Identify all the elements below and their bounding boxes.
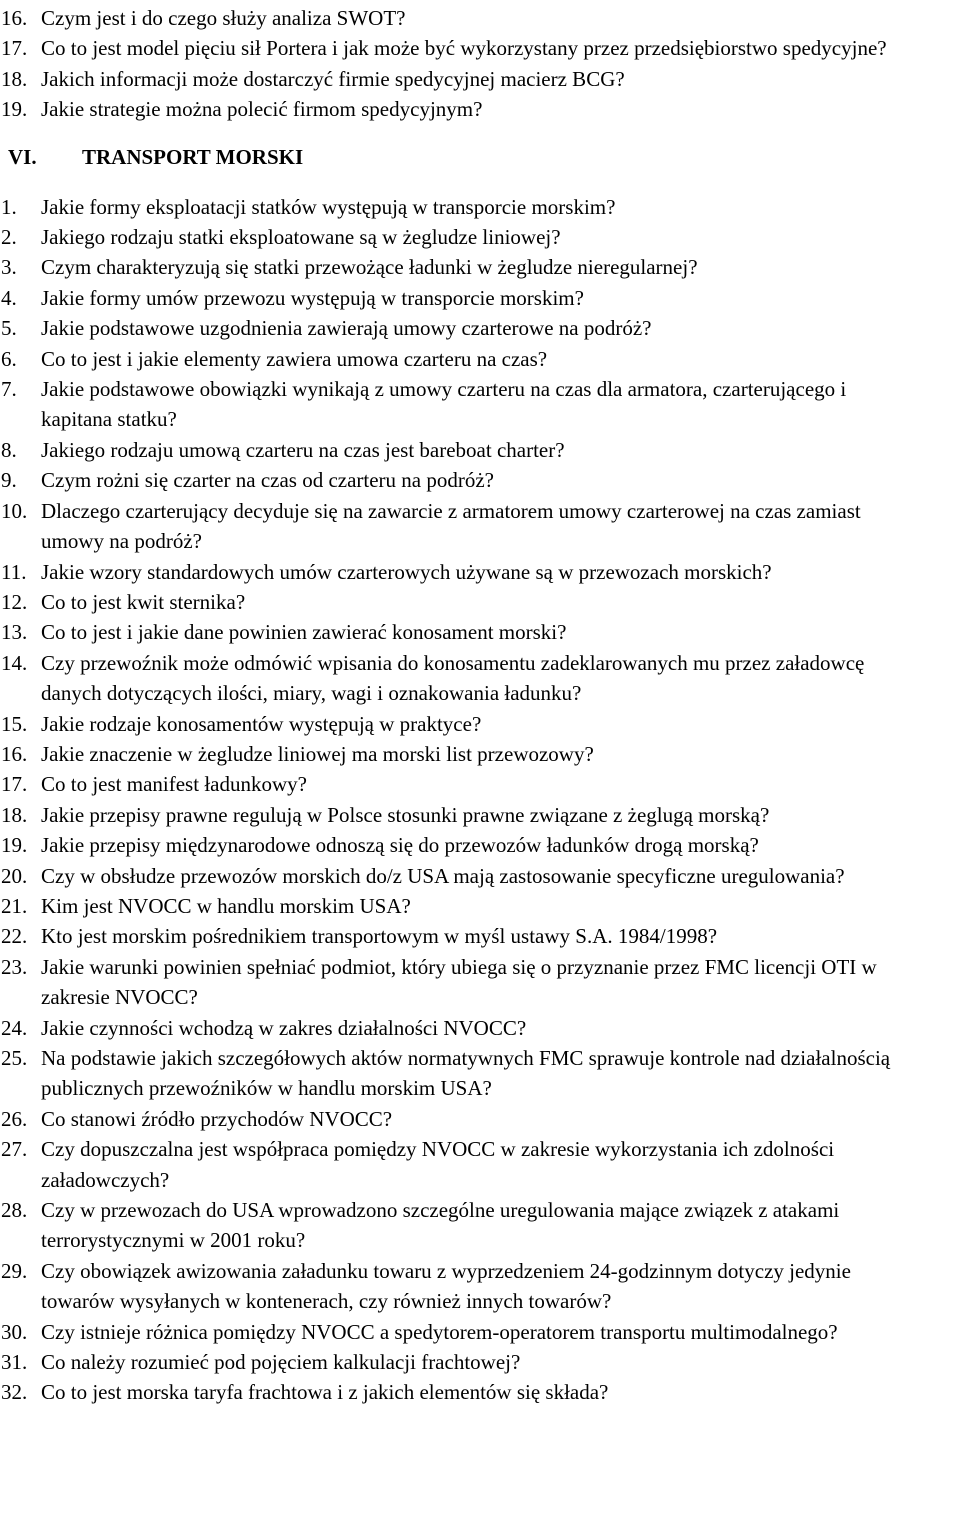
question-number: 16. — [1, 6, 28, 30]
question-number: 28. — [1, 1198, 28, 1223]
question-text: Dlaczego czarterujący decyduje się na zawarcie z armatorem umowy czarterowej na czas zamiast umowy na podróż? — [41, 498, 861, 554]
question-item — [0, 1377, 920, 1407]
question-text: Jakie czynności wchodzą w zakres działalności NVOCC? — [41, 1015, 527, 1040]
question-text: Jakich informacji może dostarczyć firmie spedycyjnej macierz BCG? — [41, 66, 625, 91]
question-item — [0, 1317, 920, 1347]
question-number: 29. — [1, 1258, 28, 1283]
question-item — [0, 709, 920, 739]
question-number: 19. — [1, 97, 28, 122]
question-number: 25. — [1, 1046, 28, 1070]
question-number: 10. — [1, 498, 28, 523]
question-number: 6. — [1, 346, 17, 371]
question-text: Jakie formy umów przewozu występują w transporcie morskim? — [41, 285, 584, 310]
question-text: Co należy rozumieć pod pojęciem kalkulacji frachtowej? — [41, 1350, 521, 1375]
question-item — [0, 1043, 920, 1104]
question-item — [0, 94, 920, 124]
question-item — [0, 1104, 920, 1134]
question-item — [0, 769, 920, 799]
question-item — [0, 465, 920, 495]
question-item — [0, 587, 920, 617]
question-item — [0, 374, 920, 435]
question-number: 7. — [1, 377, 17, 402]
question-text: Co to jest morska taryfa frachtowa i z jakich elementów się składa? — [41, 1380, 609, 1405]
question-text: Jakie wzory standardowych umów czarterowych używane są w przewozach morskich? — [41, 559, 772, 584]
question-item — [0, 283, 920, 313]
question-text: Co to jest manifest ładunkowy? — [41, 772, 307, 797]
section-number: VI. — [8, 144, 37, 169]
question-item — [0, 891, 920, 921]
question-item — [0, 1256, 920, 1317]
question-item — [0, 557, 920, 587]
question-number: 26. — [1, 1106, 28, 1131]
question-item — [0, 64, 920, 94]
question-text: Jakie podstawowe obowiązki wynikają z umowy czarteru na czas dla armatora, czarterującego i kapitana statku? — [41, 377, 847, 432]
question-item — [0, 313, 920, 343]
question-text: Co stanowi źródło przychodów NVOCC? — [41, 1106, 393, 1131]
question-list-previous-section — [0, 3, 960, 125]
question-text: Jakie formy eksploatacji statków występują w transporcie morskim? — [41, 194, 616, 219]
question-text: Co to jest kwit sternika? — [41, 589, 246, 614]
question-number: 31. — [1, 1350, 28, 1375]
question-item — [0, 344, 920, 374]
question-text: Jakie przepisy prawne regulują w Polsce stosunki prawne związane z żeglugą morską? — [41, 802, 770, 827]
question-text: Jakie znaczenie w żegludze liniowej ma morski list przewozowy? — [41, 741, 594, 766]
question-text: Jakiego rodzaju umową czarteru na czas jest bareboat charter? — [41, 437, 565, 462]
question-number: 5. — [1, 316, 17, 341]
question-item — [0, 648, 920, 709]
question-number: 27. — [1, 1137, 28, 1162]
question-item — [0, 1195, 920, 1256]
question-text: Jakie przepisy międzynarodowe odnoszą się do przewozów ładunków drogą morską? — [41, 833, 759, 858]
question-item — [0, 222, 920, 252]
question-item — [0, 435, 920, 465]
question-text: Kto jest morskim pośrednikiem transportowym w myśl ustawy S.A. 1984/1998? — [41, 924, 718, 949]
question-number: 20. — [1, 863, 28, 888]
question-item — [0, 1013, 920, 1043]
question-text: Jakie rodzaje konosamentów występują w praktyce? — [41, 711, 482, 736]
question-number: 2. — [1, 225, 17, 250]
question-text: Czym jest i do czego służy analiza SWOT? — [41, 6, 406, 30]
question-text: Co to jest model pięciu sił Portera i jak może być wykorzystany przez przedsiębiorstwo spedycyjne? — [41, 36, 887, 61]
question-item — [0, 952, 920, 1013]
question-text: Na podstawie jakich szczegółowych aktów normatywnych FMC sprawuje kontrole nad działalnością publicznych przewoźników w handlu morskim USA? — [41, 1046, 891, 1101]
question-number: 24. — [1, 1015, 28, 1040]
question-item — [0, 3, 920, 33]
question-text: Jakie podstawowe uzgodnienia zawierają umowy czarterowe na podróż? — [41, 316, 652, 341]
question-number: 18. — [1, 802, 28, 827]
question-number: 16. — [1, 741, 28, 766]
question-number: 12. — [1, 589, 28, 614]
question-text: Kim jest NVOCC w handlu morskim USA? — [41, 893, 411, 918]
question-number: 3. — [1, 255, 17, 280]
question-item — [0, 617, 920, 647]
question-text: Jakie strategie można polecić firmom spedycyjnym? — [41, 97, 483, 122]
section-title: TRANSPORT MORSKI — [82, 144, 304, 169]
question-text: Jakie warunki powinien spełniać podmiot, który ubiega się o przyznanie przez FMC licencji OTI w zakresie NVOCC? — [41, 954, 877, 1010]
question-number: 21. — [1, 893, 28, 918]
question-item — [0, 192, 920, 222]
question-number: 8. — [1, 437, 17, 462]
question-number: 18. — [1, 66, 28, 91]
question-number: 23. — [1, 954, 28, 979]
question-item — [0, 800, 920, 830]
question-number: 14. — [1, 650, 28, 675]
question-item — [0, 739, 920, 769]
question-item — [0, 33, 920, 63]
question-text: Czym rożni się czarter na czas od czarteru na podróż? — [41, 468, 495, 493]
question-text: Co to jest i jakie dane powinien zawierać konosament morski? — [41, 620, 567, 645]
question-item — [0, 921, 920, 951]
question-number: 13. — [1, 620, 28, 645]
question-number: 15. — [1, 711, 28, 736]
question-text: Czy dopuszczalna jest współpraca pomiędzy NVOCC w zakresie wykorzystania ich zdolności załadowczych? — [41, 1137, 835, 1192]
question-number: 32. — [1, 1380, 28, 1405]
question-number: 17. — [1, 772, 28, 797]
question-text: Co to jest i jakie elementy zawiera umowa czarteru na czas? — [41, 346, 548, 371]
question-text: Czy obowiązek awizowania załadunku towaru z wyprzedzeniem 24-godzinnym dotyczy jedynie towarów wysyłanych w kontenerach, czy również innych towarów? — [41, 1258, 851, 1314]
question-item — [0, 252, 920, 282]
question-number: 22. — [1, 924, 28, 949]
question-item — [0, 1134, 920, 1195]
question-text: Czy istnieje różnica pomiędzy NVOCC a spedytorem-operatorem transportu multimodalnego? — [41, 1319, 838, 1344]
question-text: Czy w przewozach do USA wprowadzono szczególne uregulowania mające związek z atakami terrorystycznymi w 2001 roku? — [41, 1198, 840, 1253]
question-number: 11. — [1, 559, 27, 584]
question-item — [0, 830, 920, 860]
question-text: Czym charakteryzują się statki przewożące ładunki w żegludze nieregularnej? — [41, 255, 698, 280]
question-item — [0, 496, 920, 557]
question-number: 19. — [1, 833, 28, 858]
question-list-transport-morski — [0, 192, 960, 1408]
section-heading — [0, 125, 960, 189]
question-number: 9. — [1, 468, 17, 493]
question-item — [0, 1347, 920, 1377]
question-number: 30. — [1, 1319, 28, 1344]
question-item — [0, 861, 920, 891]
question-text: Jakiego rodzaju statki eksploatowane są w żegludze liniowej? — [41, 225, 561, 250]
question-number: 1. — [1, 194, 17, 219]
question-text: Czy przewoźnik może odmówić wpisania do konosamentu zadeklarowanych mu przez załadowcę danych dotyczących ilości, miary, wagi i oznakowania ładunku? — [41, 650, 865, 706]
question-number: 4. — [1, 285, 17, 310]
question-text: Czy w obsłudze przewozów morskich do/z USA mają zastosowanie specyficzne uregulowania? — [41, 863, 845, 888]
question-number: 17. — [1, 36, 28, 61]
